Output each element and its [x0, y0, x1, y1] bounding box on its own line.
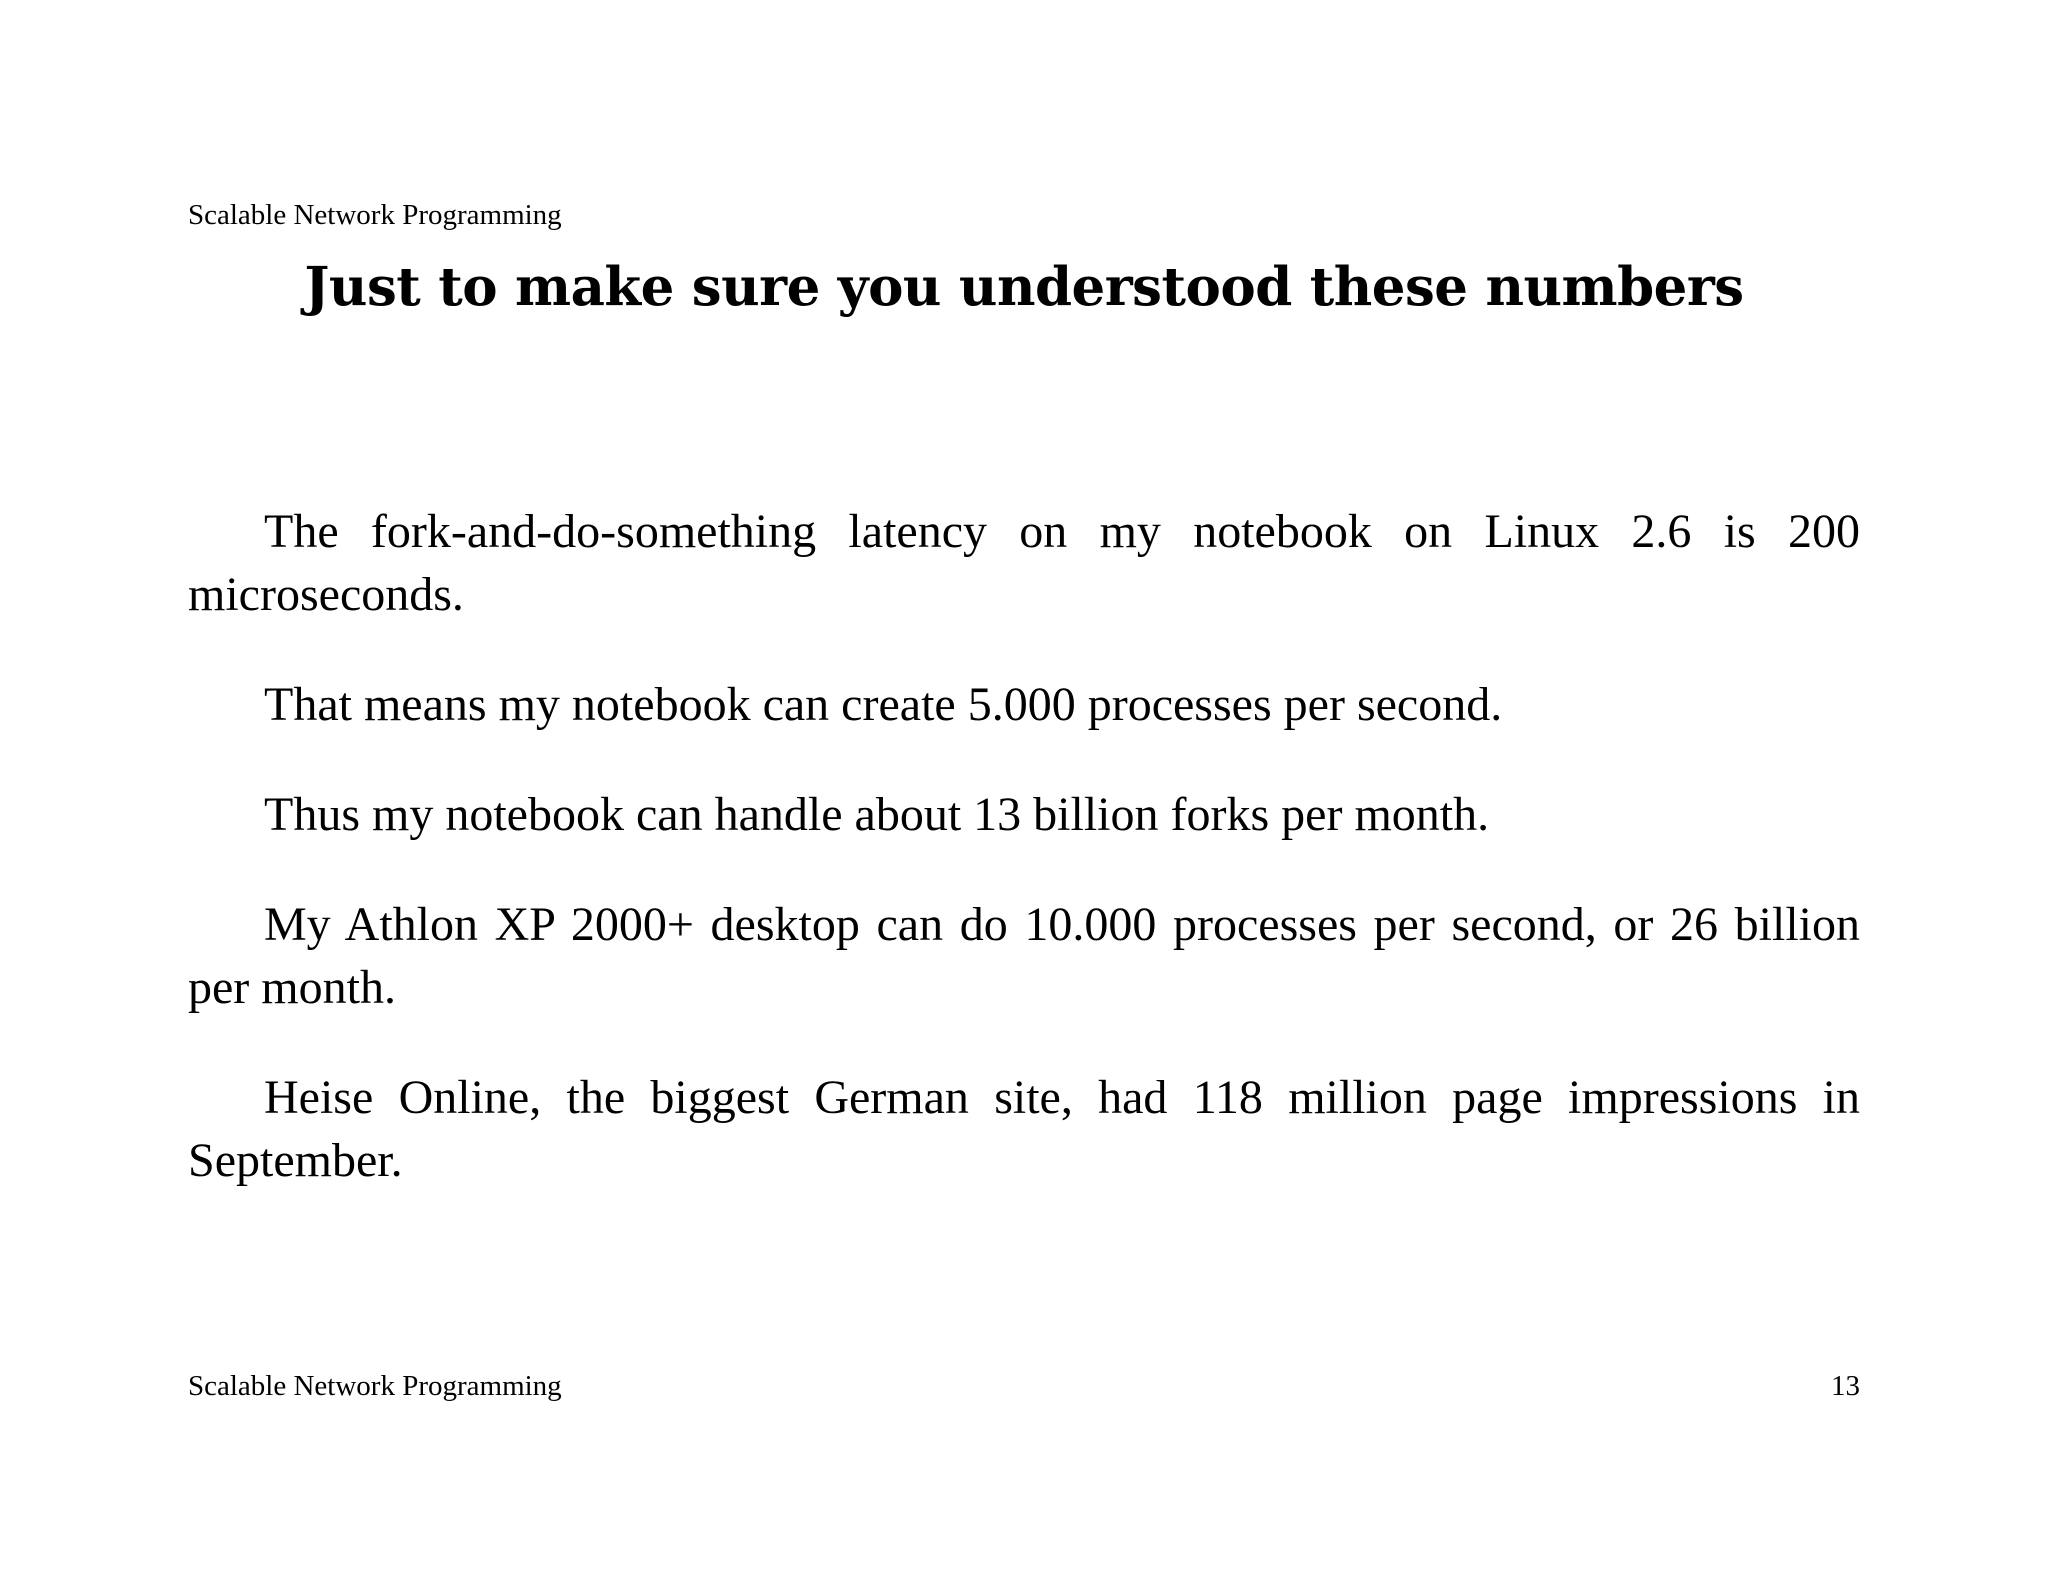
running-header: Scalable Network Programming	[188, 199, 562, 231]
paragraph-fork-latency: The fork-and-do-something latency on my notebook on Linux 2.6 is 200 microseconds.	[188, 505, 1860, 621]
paragraph-forks-per-month: Thus my notebook can handle about 13 billion forks per month.	[264, 788, 1490, 841]
running-footer: Scalable Network Programming	[188, 1370, 562, 1402]
slide-title: Just to make sure you understood these numbers	[304, 256, 1744, 318]
paragraph-processes-per-second: That means my notebook can create 5.000 processes per second.	[264, 678, 1503, 731]
slide-body	[188, 500, 1860, 1239]
paragraph-athlon-desktop: My Athlon XP 2000+ desktop can do 10.000 processes per second, or 26 billion per month.	[188, 898, 1860, 1014]
paragraph-heise-online: Heise Online, the biggest German site, had 118 million page impressions in September.	[188, 1071, 1860, 1187]
page-number: 13	[1831, 1370, 1860, 1402]
